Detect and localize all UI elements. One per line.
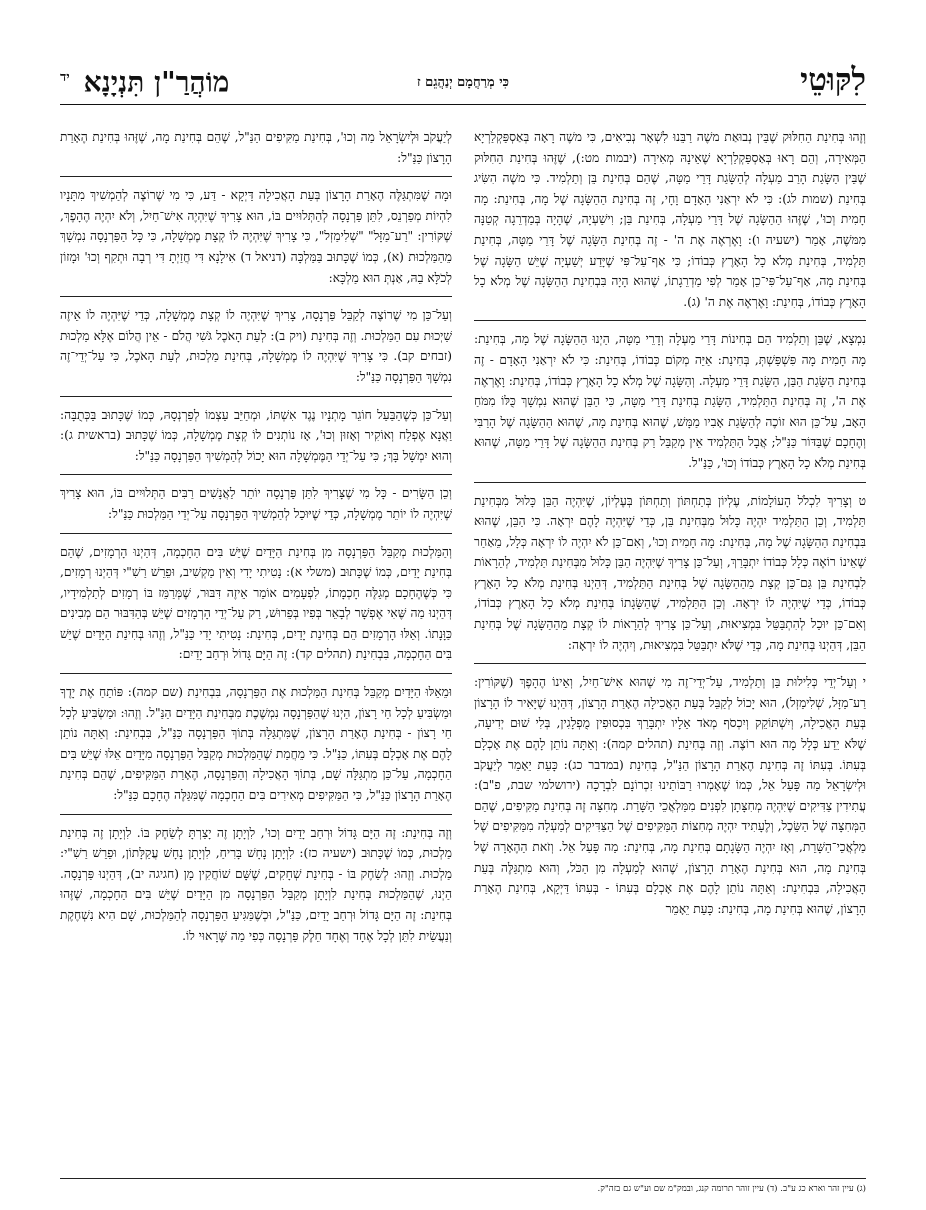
paragraph: וְזֶהוּ בְּחִינַת הַחִלּוּק שֶׁבֵּין נְבוּאַת משֶׁה רַבֵּנוּ לִשְׁאָר נְבִיאִים, כִּי משֶׁה רָאָה בְּאַסְפַּקְלַרְיָא הַמְּאִירָה, וְהֵם רָאוּ בְּאַסְפַּקְלַרְיָא שֶׁאֵינָהּ מְאִירָה (יבמות מט:), שֶׁזֶּהוּ בְּחִינַת הַחִלּוּק שֶׁבֵּין הַשָּׂגַת הָרַב מַעְלָה לְהַשָּׂגַת דָּרֵי מַטָּה, שֶׁהֵם בְּחִינַת בֵּן וְתַלְמִיד. כִּי משֶׁה הִשִּׂיג בְּחִינַת (שמות לג): כִּי לֹא יִרְאַנִי הָאָדָם וָחָי, זֶה בְּחִינַת הַהַשָּׂגָה שֶׁל מָה, בְּחִינַת: מָה חָמִית וְכוּ', שֶׁזֶּהוּ הַהַשָּׂגָה שֶׁל דָּרֵי מַעְלָה, בְּחִינַת בֵּן; וִישַׁעְיָה, שֶׁהָיָה בְּמַדְרֵגָה קְטַנָּה מִמּשֶׁה, אָמַר (ישעיה ו): וָאֶרְאֶה אֶת ה' - זֶה בְּחִינַת הַשָּׂגָה שֶׁל דָּרֵי מַטָּה, בְּחִינַת תַּלְמִיד, בְּחִינַת מְלֹא כָל הָאָרֶץ כְּבוֹדוֹ; כִּי אַף־עַל־פִּי שֶׁיָּדַע יְשַׁעְיָה שֶׁיֵּשׁ הַשָּׂגָה שֶׁל בְּחִינַת מָה, אַף־עַל־פִּי־כֵן אָמַר לְפִי מַדְרֵגָתוֹ, שֶׁהוּא הָיָה בִּבְחִינַת הַהַשָּׂגָה שֶׁל מְלֹא כָל הָאָרֶץ כְּבוֹדוֹ, בְּחִינַת: וָאֶרְאֶה אֶת ה' (ג).	[474, 130, 866, 309]
paragraph-divider	[60, 176, 452, 177]
paragraph-divider	[60, 296, 452, 297]
paragraph: וְעַל־כֵּן כְּשֶׁהַבַּעַל חוֹגֵר מָתְנָיו נֶגֶד אִשְׁתּוֹ, וּמְחַיֵּב עַצְמוֹ לְפַרְנְסָהּ, כְּמוֹ שֶׁכָּתוּב בַּכְּתֻבָּה: וַאֲנָא אֶפְלַח וְאוֹקִיר וְאָזוּן וְכוּ', אָז נוֹתְנִים לוֹ קְצָת מֶמְשָׁלָה, כְּמוֹ שֶׁכָּתוּב (בראשית ג): וְהוּא יִמְשָׁל בָּךְ; כִּי עַל־יְדֵי הַמֶּמְשָׁלָה הוּא יָכוֹל לְהַמְשִׁיךְ הַפַּרְנָסָה כַּנַּ"ל:	[60, 407, 452, 463]
paragraph: וְזֶה בְּחִינַת: זֶה הַיָּם גָּדוֹל וּרְחַב יָדַיִם וְכוּ', לִוְיָתָן זֶה יָצַרְתָּ לְשַׂחֶק בּוֹ. לִוְיָתָן זֶה בְּחִינַת מַלְכוּת, כְּמוֹ שֶׁכָּתוּב (ישעיה כז): לִוְיָתָן נָחָשׁ בָּרִיחַ, לִוְיָתָן נָחָשׁ עֲקַלָּתוֹן, וּפֵרֵשׁ רַשִׁ"י: מַלְכוּת. וְזֶהוּ: לְשַׂחֶק בּוֹ - בְּחִינַת שְׁחָקִים, שֶׁשָּׁם שׁוֹחֲקִין מָן (חגיגה יב), דְּהַיְנוּ פַּרְנָסָה. הַיְנוּ, שֶׁהַמַּלְכוּת בְּחִינַת לִוְיָתָן מְקַבֵּל הַפַּרְנָסָה מִן הַיָּדַיִם שֶׁיֵּשׁ בִּים הַחָכְמָה, שֶׁזֶּהוּ בְּחִינַת: זֶה הַיָּם גָּדוֹל וּרְחַב יָדַיִם, כַּנַּ"ל, וּכְשֶׁמַּגִּיעַ הַפַּרְנָסָה לְהַמַּלְכוּת, שָׁם הִיא נִשְׁחֶקֶת וְנַעֲשֵׂית לִתֵּן לְכָל אֶחָד וְאֶחָד חֵלֶק פַּרְנָסָה כְּפִי מַה שֶּׁרָאוּי לוֹ.	[60, 825, 452, 943]
page-number: יד	[60, 70, 70, 85]
paragraph: נִמְצָא, שֶׁבֵּן וְתַלְמִיד הֵם בְּחִינוֹת דָּרֵי מַעְלָה וְדָרֵי מַטָּה, הַיְנוּ הַהַשָּׂגָה שֶׁל מָה, בְּחִינַת: מָה חָמִית מָה פִּשְׁפַּשְׁתְּ, בְּחִינַת: אַיֵּה מְקוֹם כְּבוֹדוֹ, בְּחִינַת: כִּי לֹא יִרְאַנִי הָאָדָם - זֶה בְּחִינַת הַשָּׂגַת הַבֵּן, הַשָּׂגַת דָּרֵי מַעְלָה. וְהַשָּׂגָה שֶׁל מְלֹא כָל הָאָרֶץ כְּבוֹדוֹ, בְּחִינַת: וָאֶרְאֶה אֶת ה', זֶה בְּחִינַת הַתַּלְמִיד, הַשָּׂגַת בְּחִינַת דָּרֵי מַטָּה, כִּי הַבֵּן שֶׁהוּא נִמְשָׁךְ כֻּלּוֹ מִמֹּחַ הָאָב, עַל־כֵּן הוּא זוֹכֶה לְהַשָּׂגַת אָבִיו מַמָּשׁ, שֶׁהוּא בְּחִינַת מָה, שֶׁהוּא הַהַשָּׂגָה שֶׁל הָרַבִּי וְהֶחָכָם שֶׁבַּדּוֹר כַּנַּ"ל; אֲבָל הַתַּלְמִיד אֵין מְקַבֵּל רַק בְּחִינַת הַהַשָּׂגָה שֶׁל דָּרֵי מַטָּה, שֶׁהוּא בְּחִינַת מְלֹא כָל הָאָרֶץ כְּבוֹדוֹ וְכוּ', כַּנַּ"ל.	[474, 332, 866, 470]
book-title-right: לִקּוּטֵי	[800, 62, 866, 98]
paragraph: ט וְצָרִיךְ לִכְלֹל הָעוֹלָמוֹת, עֶלְיוֹן בְּתַחְתּוֹן וְתַחְתּוֹן בְּעֶלְיוֹן, שֶׁיִּהְיֶה הַבֵּן כָּלוּל מִבְּחִינַת תַּלְמִיד, וְכֵן הַתַּלְמִיד יִהְיֶה כָּלוּל מִבְּחִינַת בֵּן, כְּדֵי שֶׁיִּהְיֶה לָהֶם יִרְאָה. כִּי הַבֵּן, שֶׁהוּא בִּבְחִינַת הַהַשָּׂגָה שֶׁל מָה, בְּחִינַת: מָה חָמִית וְכוּ', וְאִם־כֵּן לֹא יִהְיֶה לוֹ יִרְאָה כְּלָל, מֵאַחַר שֶׁאֵינוֹ רוֹאֶה כְּלָל כְּבוֹדוֹ יִתְבָּרַךְ, וְעַל־כֵּן צָרִיךְ שֶׁיִּהְיֶה הַבֵּן כָּלוּל מִבְּחִינַת תַּלְמִיד, לְהֵרָאוֹת לִבְחִינַת בֵּן גַּם־כֵּן קְצָת מֵהַהַשָּׂגָה שֶׁל בְּחִינַת הַתַּלְמִיד, דְּהַיְנוּ בְּחִינַת מְלֹא כָל הָאָרֶץ כְּבוֹדוֹ, כְּדֵי שֶׁיִּהְיֶה לוֹ יִרְאָה. וְכֵן הַתַּלְמִיד, שֶׁהַשָּׂגָתוֹ בְּחִינַת מְלֹא כָל הָאָרֶץ כְּבוֹדוֹ, וְאִם־כֵּן יוּכַל לְהִתְבַּטֵּל בִּמְצִיאוּת, וְעַל־כֵּן צָרִיךְ לְהֵרָאוֹת לוֹ קְצָת מֵהַהַשָּׂגָה שֶׁל בְּחִינַת הַבֵּן, דְּהַיְנוּ בְּחִינַת מָה, כְּדֵי שֶׁלֹּא יִתְבַּטֵּל בִּמְצִיאוּת, וְיִהְיֶה לוֹ יִרְאָה:	[474, 493, 866, 652]
paragraph: לְיַעֲקֹב וּלְיִשְׂרָאֵל מַה וְכוּ', בְּחִינַת מַקִּיפִים הַנַּ"ל, שֶׁהֵם בְּחִינַת מָה, שֶׁזֶּהוּ בְּחִינַת הֶאָרַת הָרָצוֹן כַּנַּ"ל:	[60, 130, 452, 165]
paragraph-divider	[474, 663, 866, 664]
footnote-block	[60, 1172, 866, 1196]
paragraph: י וְעַל־יְדֵי כְּלִילוּת בֵּן וְתַלְמִיד, עַל־יְדֵי־זֶה מִי שֶׁהוּא אִישׁ־חַיִל, וְאֵינוֹ הֶהָפֶךְ (שֶׁקּוֹרִין: רַע־מַזָּל, שְׁלִימַזְל), הוּא יָכוֹל לְקַבֵּל בְּעֵת הָאֲכִילָה הֶאָרַת הָרָצוֹן, דְּהַיְנוּ שֶׁיָּאִיר לוֹ הָרָצוֹן בְּעֵת הָאֲכִילָה, וְיִשְׁתּוֹקֵק וְיִכְסֹף מְאֹד אֵלָיו יִתְבָּרַךְ בִּכְסוּפִין מֻפְלָגִין, בְּלִי שׁוּם יְדִיעָה, שֶׁלֹּא יֵדַע כְּלָל מָה הוּא רוֹצֶה. וְזֶה בְּחִינַת (תהלים קמה): וְאַתָּה נוֹתֵן לָהֶם אֶת אָכְלָם בְּעִתּוֹ. בְּעִתּוֹ זֶה בְּחִינַת הֶאָרַת הָרָצוֹן הַנַּ"ל, בְּחִינַת (במדבר כג): כָּעֵת יֵאָמֵר לְיַעֲקֹב וּלְיִשְׂרָאֵל מַה פָּעַל אֵל, כְּמוֹ שֶׁאָמְרוּ רַבּוֹתֵינוּ זִכְרוֹנָם לִבְרָכָה (ירושלמי שבת, פ"ב): עֲתִידִין צַדִּיקִים שֶׁיִּהְיֶה מְחִצָּתָן לִפְנִים מִמַּלְאֲכֵי הַשָּׁרֵת. מְחִצָּה זֶה בְּחִינַת מַקִּיפִים, שֶׁהֵם הַמְּחִצָּה שֶׁל הַשֵּׂכֶל, וְלֶעָתִיד יִהְיֶה מְחִצּוֹת הַמַּקִּיפִים שֶׁל הַצַּדִּיקִים לְמַעְלָה מִמַּקִּיפִים שֶׁל מַלְאֲכֵי־הַשָּׁרֵת, וְאָז יִהְיֶה הַשָּׂגָתָם בְּחִינַת מָה, בְּחִינַת: מַה פָּעַל אֵל. וְזֹאת הַהֶאָרָה שֶׁל בְּחִינַת מָה, הוּא בְּחִינַת הֶאָרַת הָרָצוֹן, שֶׁהוּא לְמַעְלָה מִן הַכֹּל, וְהוּא מִתְגַּלֶּה בְּעֵת הָאֲכִילָה, בִּבְחִינַת: וְאַתָּה נוֹתֵן לָהֶם אֶת אָכְלָם בְּעִתּוֹ - בְּעִתּוֹ דַּיְקָא, בְּחִינַת הֶאָרַת הָרָצוֹן, שֶׁהוּא בְּחִינַת מָה, בְּחִינַת: כָּעֵת יֵאָמֵר	[474, 675, 866, 916]
paragraph-divider	[60, 673, 452, 674]
paragraph-divider	[60, 474, 452, 475]
title-left-text: מוֹהֲרַ"ן תִּנְיָנָא	[83, 65, 230, 99]
running-head	[60, 58, 866, 105]
paragraph-divider	[60, 814, 452, 815]
paragraph: וְהַמַּלְכוּת מְקַבֵּל הַפַּרְנָסָה מִן בְּחִינַת הַיָּדַיִם שֶׁיֵּשׁ בִּים הַחָכְמָה, דְּהַיְנוּ הָרְמָזִים, שֶׁהֵם בְּחִינַת יָדַיִם, כְּמוֹ שֶׁכָּתוּב (משלי א): נָטִיתִי יָדִי וְאֵין מַקְשִׁיב, וּפֵרֵשׁ רַשִׁ"י דְּהַיְנוּ רְמָזִים, כִּי כְּשֶׁהֶחָכָם מְגַלֶּה חָכְמָתוֹ, לִפְעָמִים אוֹמֵר אֵיזֶה דִּבּוּר, שֶׁמְּרַמֵּז בּוֹ רְמָזִים לְתַלְמִידָיו, דְּהַיְנוּ מַה שֶּׁאִי אֶפְשָׁר לְבָאֵר בְּפִיו בְּפֵרוּשׁ, רַק עַל־יְדֵי הָרְמָזִים שֶׁיֵּשׁ בְּהַדִּבּוּר הֵם מְבִינִים כַּוָּנָתוֹ. וְאֵלּוּ הָרְמָזִים הֵם בְּחִינַת יָדַיִם, בְּחִינַת: נָטִיתִי יָדִי כַּנַּ"ל, וְזֶהוּ בְּחִינַת הַיָּדַיִם שֶׁיֵּשׁ בִּים הַחָכְמָה, בִּבְחִינַת (תהלים קד): זֶה הַיָּם גָּדוֹל וּרְחַב יָדַיִם:	[60, 544, 452, 662]
text-columns	[60, 127, 866, 1175]
paragraph: וּמָה שֶׁמִּתְגַּלֶּה הֶאָרַת הָרָצוֹן בְּעֵת הָאֲכִילָה דַּיְקָא - דַּע, כִּי מִי שֶׁרוֹצֶה לְהַמְשִׁיךְ מִתָּנָיו לִהְיוֹת מְפַרְנֵס, לִתֵּן פַּרְנָסָה לְהַתְּלוּיִים בּוֹ, הוּא צָרִיךְ שֶׁיִּהְיֶה אִישׁ־חַיִל, וְלֹא יִהְיֶה הֶהָפֶךְ, שֶׁקּוֹרִין: "רַע־מַזָּל" "שְׁלִימַזְל", כִּי צָרִיךְ שֶׁיִּהְיֶה לוֹ קְצָת מֶמְשָׁלָה, כִּי כָּל הַפַּרְנָסָה נִמְשָׁךְ מֵהַמַּלְכוּת (א), כְּמוֹ שֶׁכָּתוּב בַּמַּלְכָּה (דניאל ד) אִילָנָא דִּי חֲזַיְתָ דִּי רְבָה וּתְקִף וְכוּ' וּמָזוֹן לְכֹלָּא בֵהּ, אַנְתְּ הוּא מַלְכָּא:	[60, 188, 452, 285]
book-title-left	[60, 60, 229, 100]
paragraph-divider	[474, 320, 866, 321]
section-heading: כִּי מְרַחֲמָם יְנַהֲגֵם ז	[416, 75, 510, 90]
paragraph-divider	[60, 396, 452, 397]
footnote: (ג) עיין זהר וארא כג ע"ב. (ד) עיין זוהר תרומה קנג, ובמק"מ שם וע"ש גם בזה"ק.	[597, 1184, 866, 1194]
paragraph: וְכֵן הַשָּׂרִים - כָּל מִי שֶׁצָּרִיךְ לִתֵּן פַּרְנָסָה יוֹתֵר לַאֲנָשִׁים רַבִּים הַתְּלוּיִים בּוֹ, הוּא צָרִיךְ שֶׁיִּהְיֶה לוֹ יוֹתֵר מֶמְשָׁלָה, כְּדֵי שֶׁיּוּכַל לְהַמְשִׁיךְ הַפַּרְנָסָה עַל־יְדֵי הַמַּלְכוּת כַּנַּ"ל:	[60, 486, 452, 521]
right-column	[474, 127, 866, 1175]
paragraph: וְעַל־כֵּן מִי שֶׁרוֹצֶה לְקַבֵּל פַּרְנָסָה, צָרִיךְ שֶׁיִּהְיֶה לוֹ קְצָת מֶמְשָׁלָה, כְּדֵי שֶׁיִּהְיֶה לוֹ אֵיזֶה שַׁיְכוּת עִם הַמַּלְכוּת. וְזֶה בְּחִינַת (ויק ב): לְעֵת הָאֹכֶל גֹּשִׁי הֲלֹם - אֵין הֲלוֹם אֶלָּא מַלְכוּת (זבחים קב). כִּי צָרִיךְ שֶׁיִּהְיֶה לוֹ מֶמְשָׁלָה, בְּחִינַת מַלְכוּת, לְעֵת הָאֹכֶל, כִּי עַל־יְדֵי־זֶה נִמְשָׁךְ הַפַּרְנָסָה כַּנַּ"ל:	[60, 308, 452, 384]
left-column	[60, 127, 452, 1175]
paragraph-divider	[474, 482, 866, 483]
paragraph-divider	[60, 533, 452, 534]
footnote-rule	[60, 1178, 866, 1179]
paragraph: וּמֵאֵלּוּ הַיָּדַיִם מְקַבֵּל בְּחִינַת הַמַּלְכוּת אֶת הַפַּרְנָסָה, בִּבְחִינַת (שם קמה): פּוֹתֵחַ אֶת יָדֶךָ וּמַשְׂבִּיעַ לְכָל חַי רָצוֹן, הַיְנוּ שֶׁהַפַּרְנָסָה נִמְשֶׁכֶת מִבְּחִינַת הַיָּדַיִם הַנַּ"ל. וְזֶהוּ: וּמַשְׂבִּיעַ לְכָל חַי רָצוֹן - בְּחִינַת הֶאָרַת הָרָצוֹן, שֶׁמִּתְגַּלָּה בְּתוֹךְ הַפַּרְנָסָה כַּנַּ"ל, בִּבְחִינַת: וְאַתָּה נוֹתֵן לָהֶם אֶת אָכְלָם בְּעִתּוֹ, כַּנַּ"ל. כִּי מֵחֲמַת שֶׁהַמַּלְכוּת מְקַבֵּל הַפַּרְנָסָה מִיָּדַיִם אֵלּוּ שֶׁיֵּשׁ בִּים הַחָכְמָה, עַל־כֵּן מִתְגַּלָּה שָׁם, בְּתוֹךְ הָאֲכִילָה וְהַפַּרְנָסָה, הֶאָרַת הַמַּקִּיפִים, שֶׁהֵם בְּחִינַת הֶאָרַת הָרָצוֹן כַּנַּ"ל, כִּי הַמַּקִּיפִים מְאִירִים בִּים הַחָכְמָה שֶׁמִּגַּלֶּה הֶחָכָם כַּנַּ"ל:	[60, 685, 452, 803]
